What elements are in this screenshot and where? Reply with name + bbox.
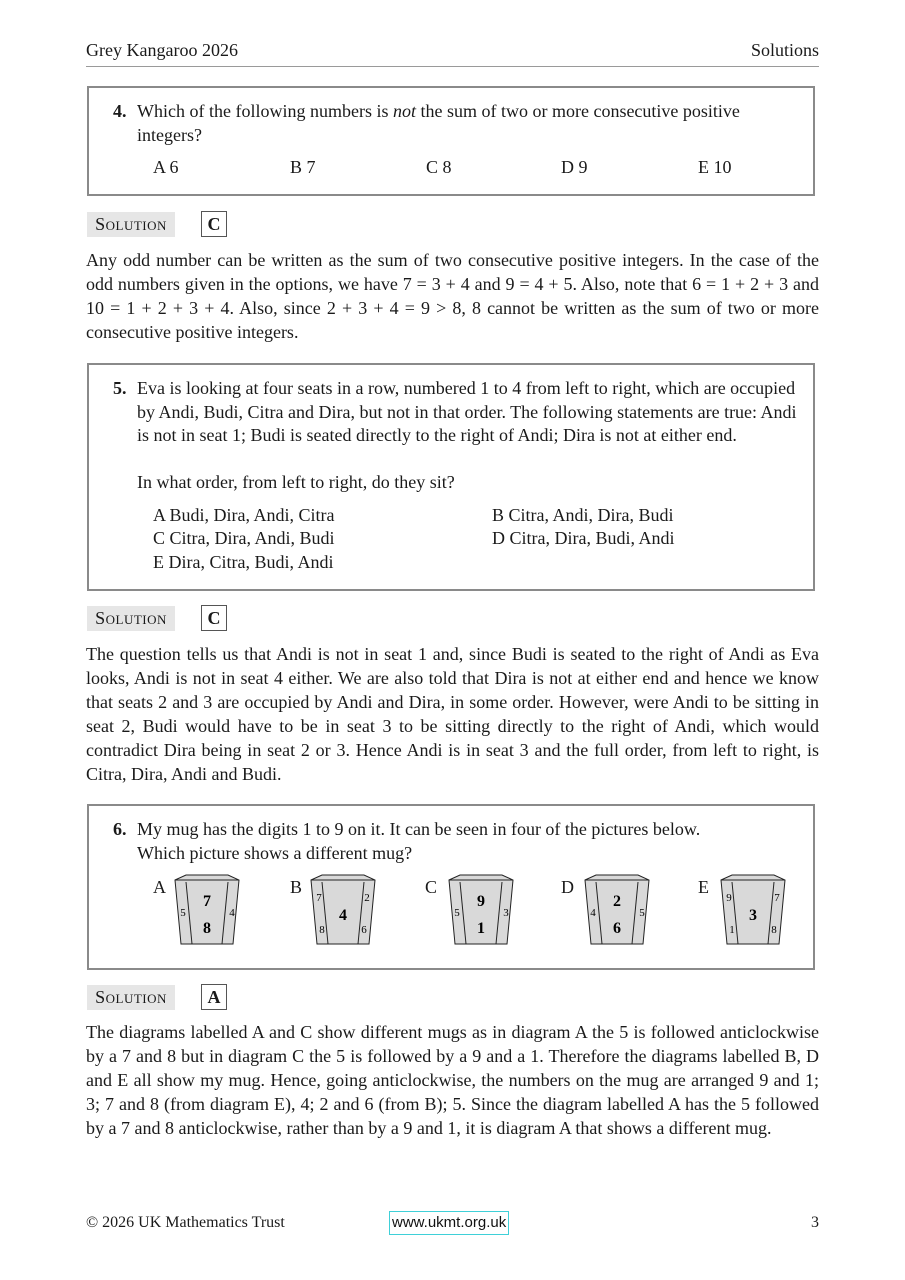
- question-text-end: the sum of two or more consecutive positive integers?: [137, 101, 740, 145]
- solution-answer: A: [201, 984, 227, 1010]
- mug-a: [173, 874, 241, 948]
- question-4-box: [87, 86, 815, 196]
- mug-label-b: B: [290, 877, 303, 897]
- mug-e: [719, 874, 787, 948]
- mug-digit: 8: [319, 924, 325, 936]
- mug-d: [583, 874, 651, 948]
- mug-digit: 2: [364, 892, 370, 904]
- question-text-start: Which of the following numbers is: [137, 101, 393, 121]
- header-section: Solutions: [750, 40, 819, 60]
- mug-digit: 7: [774, 892, 780, 904]
- mug-digit: 5: [180, 907, 186, 919]
- solution-label: Solution: [87, 606, 175, 631]
- mug-digit: 9: [726, 892, 732, 904]
- mug-digit: 3: [503, 907, 509, 919]
- mug-digit: 4: [590, 907, 596, 919]
- question-5-box: [87, 363, 815, 591]
- mug-b: [309, 874, 377, 948]
- mug-digit: 8: [771, 924, 777, 936]
- option-e: E Dira, Citra, Budi, Andi: [153, 552, 334, 572]
- mug-digit: 6: [613, 920, 621, 937]
- footer-copyright: © 2026 UK Mathematics Trust: [86, 1214, 285, 1231]
- mug-label-a: A: [153, 877, 166, 897]
- question-text: Eva is looking at four seats in a row, numbered 1 to 4 from left to right, which are occupied by Andi, Budi, Citra and Dira, but not in that order. The following statements are true: Andi is not in seat 1; Budi is seated directly to the right of Andi; Dira is not at either end.: [137, 378, 797, 445]
- mug-label-c: C: [425, 877, 438, 897]
- mug-digit: 3: [749, 907, 757, 924]
- question-number: 6.: [113, 819, 127, 839]
- option-a: A 6: [153, 157, 179, 177]
- mug-digit: 7: [203, 893, 211, 910]
- option-d: D Citra, Dira, Budi, Andi: [492, 528, 675, 548]
- solution-text: The diagrams labelled A and C show different mugs as in diagram A the 5 is followed anticlockwise by a 7 and 8 but in diagram C the 5 is followed by a 9 and a 1. Therefore the diagrams labelled B, D and E all show my mug. Hence, going anticlockwise, the numbers on the mug are arranged 9 and 1; 3; 7 and 8 (from diagram E), 4; 2 and 6 (from B); 5. Since the diagram labelled A has the 5 followed by a 7 and 8 anticlockwise, rather than by a 9 and 1, it is diagram A that shows a different mug.: [86, 1022, 819, 1138]
- header-title: Grey Kangaroo 2026: [86, 40, 238, 60]
- solution-label: Solution: [87, 985, 175, 1010]
- option-b: B Citra, Andi, Dira, Budi: [492, 505, 674, 525]
- mug-digit: 1: [477, 920, 485, 937]
- question-number: 5.: [113, 378, 127, 398]
- mug-digit: 6: [361, 924, 367, 936]
- mug-label-e: E: [698, 877, 709, 897]
- mug-digit: 5: [454, 907, 460, 919]
- solution-answer: C: [201, 605, 227, 631]
- option-a: A Budi, Dira, Andi, Citra: [153, 505, 335, 525]
- mug-digit: 7: [316, 892, 322, 904]
- question-prompt: Which picture shows a different mug?: [137, 843, 413, 863]
- option-b: B 7: [290, 157, 316, 177]
- question-text: [137, 100, 799, 147]
- mug-digit: 9: [477, 893, 485, 910]
- mug-digit: 4: [339, 907, 347, 924]
- solution-text: Any odd number can be written as the sum of two consecutive positive integers. In the case of the odd numbers given in the options, we have 7 = 3 + 4 and 9 = 4 + 5. Also, note that 6 = 1 + 2 + 3 and 10 = 1 + 2 + 3 + 4. Also, since 2 + 3 + 4 = 9 > 8, 8 cannot be written as the sum of two or more consecutive positive integers.: [86, 250, 819, 342]
- mug-digit: 8: [203, 920, 211, 937]
- question-text-emphasis: not: [392, 101, 416, 121]
- option-c: C 8: [426, 157, 452, 177]
- solution-label: Solution: [87, 212, 175, 237]
- mug-digit: 2: [613, 893, 621, 910]
- question-6-box: [87, 804, 815, 970]
- solution-answer: C: [201, 211, 227, 237]
- footer-link[interactable]: www.ukmt.org.uk: [389, 1211, 509, 1235]
- option-d: D 9: [561, 157, 588, 177]
- question-text: My mug has the digits 1 to 9 on it. It can be seen in four of the pictures below.: [137, 819, 701, 839]
- mug-c: [447, 874, 515, 948]
- solution-text: The question tells us that Andi is not in seat 1 and, since Budi is seated to the right of Andi as Eva looks, Andi is not in seat 4 either. We are also told that Dira is not at either end and hence we know that seats 2 and 3 are occupied by Andi and Dira, in some order. However, were Andi to be sitting in seat 2, Budi would have to be in seat 3 to be sitting directly to the right of Andi, which would contradict Dira being in seat 2 or 3. Hence Andi is in seat 3 and the full order, from left to right, is Citra, Dira, Andi and Budi.: [86, 644, 819, 784]
- page-number: 3: [811, 1214, 819, 1231]
- mug-digit: 5: [639, 907, 645, 919]
- page-header: [86, 40, 819, 67]
- option-c: C Citra, Dira, Andi, Budi: [153, 528, 335, 548]
- mug-label-d: D: [561, 877, 574, 897]
- question-number: 4.: [113, 101, 127, 121]
- mug-digit: 4: [229, 907, 235, 919]
- mug-digit: 1: [729, 924, 735, 936]
- option-e: E 10: [698, 157, 732, 177]
- question-prompt: In what order, from left to right, do they sit?: [137, 472, 455, 492]
